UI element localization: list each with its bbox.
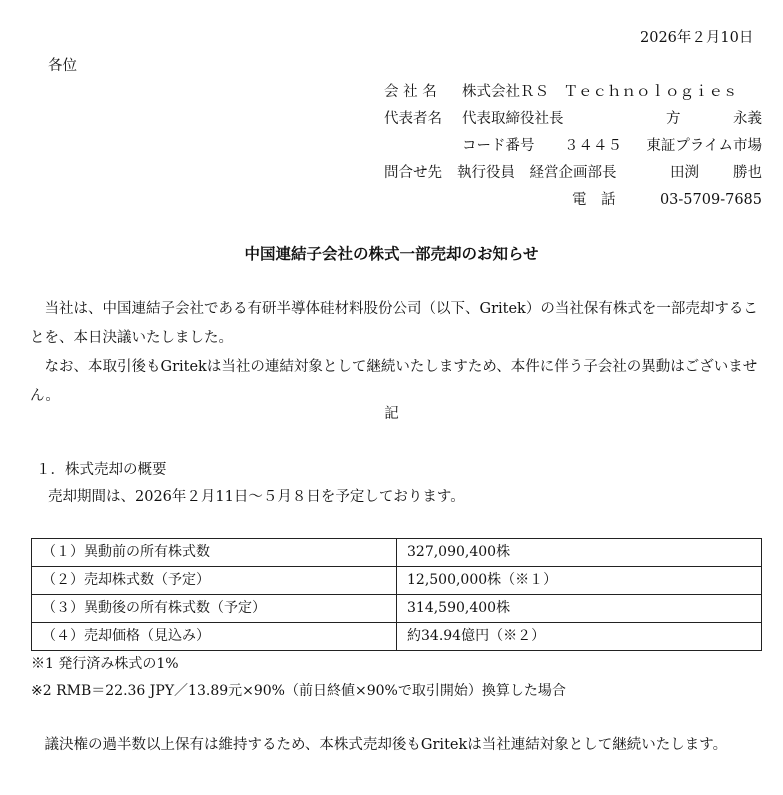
company-name-row xyxy=(384,80,762,104)
table-row xyxy=(32,623,762,651)
sale-overview-table xyxy=(31,538,762,651)
closing-paragraph xyxy=(30,731,765,760)
table-row-label: （３）異動後の所有株式数（予定） xyxy=(32,595,397,623)
representative-label: 代表者名 xyxy=(384,111,442,127)
ki-heading: 記 xyxy=(384,406,399,422)
table-row-label: （１）異動前の所有株式数 xyxy=(32,539,397,567)
company-name: 株式会社ＲＳ Ｔｅｃｈｎｏｌｏｇｉｅｓ xyxy=(462,84,738,100)
contact-label: 問合せ先 xyxy=(384,165,442,181)
table-row xyxy=(32,567,762,595)
table-row-label: （２）売却株式数（予定） xyxy=(32,567,397,595)
table-row-value: 314,590,400株 xyxy=(397,595,762,623)
securities-code: ３４４５ xyxy=(564,138,622,154)
footnote-2: ※2 RMB＝22.36 JPY／13.89元×90%（前日終値×90%で取引開始）換算した場合 xyxy=(31,683,566,699)
document-date: 2026年２月10日 xyxy=(640,30,754,46)
code-row xyxy=(384,134,762,158)
company-name-label: 会 社 名 xyxy=(384,84,437,100)
recipient: 各位 xyxy=(48,58,77,74)
table-row-value: 327,090,400株 xyxy=(397,539,762,567)
representative-given-name: 永義 xyxy=(733,111,762,127)
table-row xyxy=(32,539,762,567)
intro-paragraph-2: なお、本取引後もGritekは当社の連結対象として継続いたしますため、本件に伴う子会社の異動はございません。 xyxy=(30,359,758,404)
phone-number: 03-5709-7685 xyxy=(659,192,762,208)
contact-surname: 田渕 xyxy=(670,165,699,181)
section-1-body: 売却期間は、2026年２月11日～５月８日を予定しております。 xyxy=(48,489,465,505)
contact-title: 執行役員 経営企画部長 xyxy=(457,165,617,181)
table-row-value: 約34.94億円（※２） xyxy=(397,623,762,651)
representative-surname: 方 xyxy=(666,111,681,127)
contact-given-name: 勝也 xyxy=(733,165,762,181)
representative-title: 代表取締役社長 xyxy=(462,111,564,127)
table-row-label: （４）売却価格（見込み） xyxy=(32,623,397,651)
table-row-value: 12,500,000株（※１） xyxy=(397,567,762,595)
footnote-1: ※1 発行済み株式の1% xyxy=(31,656,179,672)
page-title: 中国連結子会社の株式一部売却のお知らせ xyxy=(244,245,539,263)
representative-row xyxy=(384,107,762,131)
listing-market: 東証プライム市場 xyxy=(646,138,762,154)
intro-paragraphs xyxy=(30,295,765,411)
phone-row xyxy=(384,188,762,212)
section-1-heading: １．株式売却の概要 xyxy=(36,462,167,478)
table-row xyxy=(32,595,762,623)
closing-text: 議決権の過半数以上保有は維持するため、本株式売却後もGritekは当社連結対象として継続いたします。 xyxy=(44,737,728,753)
code-label: コード番号 xyxy=(462,138,535,154)
contact-row xyxy=(384,161,762,185)
phone-label: 電 話 xyxy=(572,192,616,208)
intro-paragraph-1: 当社は、中国連結子会社である有研半導体硅材料股份公司（以下、Gritek）の当社保有株式を一部売却することを、本日決議いたしました。 xyxy=(30,301,758,346)
